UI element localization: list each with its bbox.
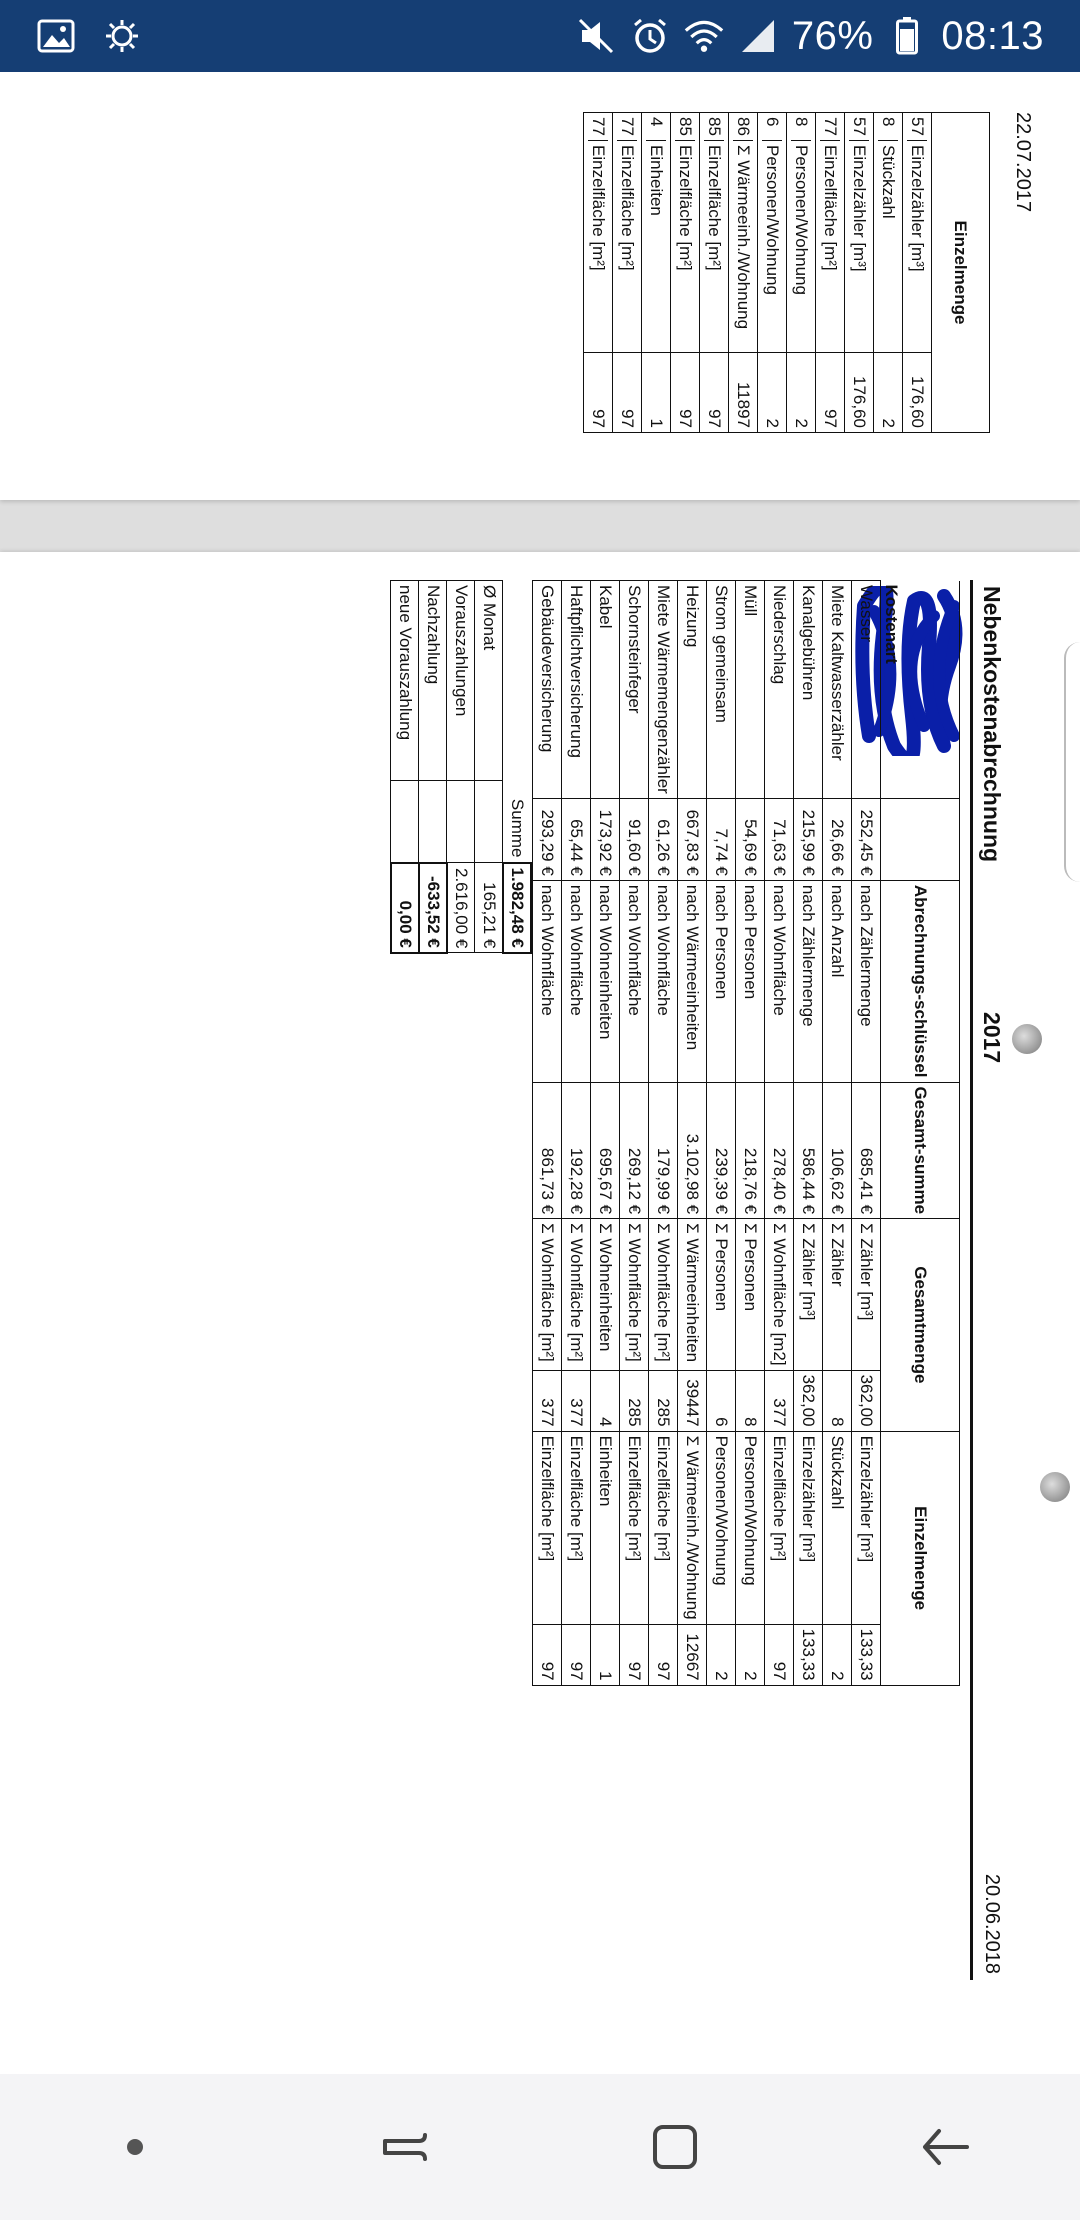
cost-row — [620, 581, 649, 1686]
page1-value: 97 — [671, 353, 700, 433]
page1-unit: 85Einzelfläche [m²] — [671, 113, 700, 353]
back-icon[interactable] — [885, 2097, 1005, 2197]
schluessel-cell: nach Wohneinheiten — [591, 880, 620, 1082]
cost-row — [649, 581, 678, 1686]
nach-label: Nachzahlung — [419, 581, 447, 781]
page1-row — [903, 113, 932, 433]
einzelmenge-value-cell: 2 — [707, 1624, 736, 1685]
gesamtsumme-cell: 106,62 € — [823, 1082, 852, 1219]
page2-rotated-content — [110, 580, 1010, 1980]
betrag-cell: 65,44 € — [562, 798, 591, 880]
gesamtmenge-value-cell: 362,00 — [852, 1370, 881, 1431]
einzelmenge-value-cell: 2 — [736, 1624, 765, 1685]
cost-row — [823, 581, 852, 1686]
einzelmenge-label-cell: Einheiten — [591, 1431, 620, 1624]
gesamtmenge-label-cell: Σ Zähler [m³] — [852, 1219, 881, 1370]
gesamtmenge-label-cell: Σ Wohnfläche [m²] — [533, 1219, 562, 1370]
battery-icon — [887, 16, 927, 56]
einzelmenge-value-cell: 97 — [533, 1624, 562, 1685]
page1-value: 1 — [642, 353, 671, 433]
cost-row — [765, 581, 794, 1686]
schluessel-cell: nach Wärmeeinheiten — [678, 880, 707, 1082]
gallery-icon — [36, 16, 76, 56]
alarm-icon — [630, 16, 670, 56]
page1-row — [845, 113, 874, 433]
kostenart-cell: Kabel — [591, 581, 620, 799]
gesamtsumme-cell: 192,28 € — [562, 1082, 591, 1219]
kostenart-cell: Haftpflichtversicherung — [562, 581, 591, 799]
document-page-1[interactable] — [0, 72, 1080, 500]
page1-row — [874, 113, 903, 433]
gesamtmenge-label-cell: Σ Personen — [707, 1219, 736, 1370]
einzelmenge-label-cell: Einzelfläche [m²] — [533, 1431, 562, 1624]
gesamtmenge-value-cell: 285 — [620, 1370, 649, 1431]
dot-icon[interactable] — [75, 2097, 195, 2197]
summary-row-monat — [475, 581, 503, 953]
gesamtmenge-value-cell: 285 — [649, 1370, 678, 1431]
kostenart-cell: Schornsteinfeger — [620, 581, 649, 799]
page1-date: 22.07.2017 — [1012, 112, 1034, 213]
einzelmenge-value-cell: 1 — [591, 1624, 620, 1685]
page1-unit: 8Personen/Wohnung — [787, 113, 816, 353]
page1-unit: 57Einzelzähler [m³] — [903, 113, 932, 353]
col-header-betrag — [881, 798, 960, 880]
gesamtmenge-label-cell: Σ Personen — [736, 1219, 765, 1370]
page1-value: 2 — [787, 353, 816, 433]
monat-label: Ø Monat — [475, 581, 503, 781]
gesamtmenge-label-cell: Σ Wärmeeinheiten — [678, 1219, 707, 1370]
kostenart-cell: Miete Wärmemengenzähler — [649, 581, 678, 799]
kostenart-cell: Niederschlag — [765, 581, 794, 799]
gesamtsumme-cell: 586,44 € — [794, 1082, 823, 1219]
punch-hole-icon — [1040, 1472, 1070, 1502]
einzelmenge-label-cell: Personen/Wohnung — [707, 1431, 736, 1624]
cost-row — [794, 581, 823, 1686]
page1-row — [642, 113, 671, 433]
betrag-cell: 26,66 € — [823, 798, 852, 880]
cost-row — [562, 581, 591, 1686]
einzelmenge-label-cell: Einzelfläche [m²] — [562, 1431, 591, 1624]
einzelmenge-value-cell: 97 — [649, 1624, 678, 1685]
cost-row — [591, 581, 620, 1686]
col-header-schluessel: Abrechnungs-schlüssel — [881, 880, 960, 1082]
page1-value: 97 — [613, 353, 642, 433]
kostenart-cell: Wasser — [852, 581, 881, 799]
gesamtsumme-cell: 695,67 € — [591, 1082, 620, 1219]
page2-title-row — [970, 580, 1010, 1980]
page1-value: 2 — [758, 353, 787, 433]
punch-hole-icon — [1012, 1024, 1042, 1054]
page1-row — [729, 113, 758, 433]
page1-unit: 86Σ Wärmeeinh./Wohnung — [729, 113, 758, 353]
page1-unit: 8Stückzahl — [874, 113, 903, 353]
schluessel-cell: nach Wohnfläche — [533, 880, 562, 1082]
page1-unit: 85Einzelfläche [m²] — [700, 113, 729, 353]
page1-table — [583, 112, 990, 433]
page1-row — [758, 113, 787, 433]
gesamtmenge-label-cell: Σ Zähler — [823, 1219, 852, 1370]
bulb-icon — [102, 16, 142, 56]
page1-value: 97 — [816, 353, 845, 433]
gesamtsumme-cell: 239,39 € — [707, 1082, 736, 1219]
schluessel-cell: nach Personen — [707, 880, 736, 1082]
betrag-cell: 667,83 € — [678, 798, 707, 880]
einzelmenge-value-cell: 97 — [562, 1624, 591, 1685]
clock: 08:13 — [941, 13, 1044, 58]
cost-row — [736, 581, 765, 1686]
gesamtmenge-value-cell: 377 — [533, 1370, 562, 1431]
page1-unit: 4Einheiten — [642, 113, 671, 353]
gesamtsumme-cell: 3.102,98 € — [678, 1082, 707, 1219]
document-viewer[interactable] — [0, 72, 1080, 2074]
page1-row — [584, 113, 613, 433]
gesamtmenge-label-cell: Σ Wohnfläche [m²] — [649, 1219, 678, 1370]
page1-value: 11897 — [729, 353, 758, 433]
kostenart-cell: Heizung — [678, 581, 707, 799]
page1-row — [787, 113, 816, 433]
summe-label: Summe — [508, 798, 528, 858]
page-title: Nebenkostenabrechnung — [979, 586, 1005, 863]
summary-row-voraus — [447, 581, 475, 953]
cost-row — [707, 581, 736, 1686]
gesamtmenge-value-cell: 8 — [736, 1370, 765, 1431]
nach-value: -633,52 € — [419, 863, 447, 953]
einzelmenge-label-cell: Stückzahl — [823, 1431, 852, 1624]
gesamtmenge-value-cell: 8 — [823, 1370, 852, 1431]
page-year: 2017 — [979, 1012, 1005, 1064]
col-header-einzelmenge: Einzelmenge — [881, 1431, 960, 1685]
cost-row — [533, 581, 562, 1686]
page1-row — [816, 113, 845, 433]
einzelmenge-label-cell: Σ Wärmeeinh./Wohnung — [678, 1431, 707, 1624]
schluessel-cell: nach Personen — [736, 880, 765, 1082]
page1-unit: 77Einzelfläche [m²] — [584, 113, 613, 353]
schluessel-cell: nach Wohnfläche — [649, 880, 678, 1082]
navigation-bar — [0, 2074, 1080, 2220]
betrag-cell: 293,29 € — [533, 798, 562, 880]
gesamtmenge-value-cell: 4 — [591, 1370, 620, 1431]
neu-value: 0,00 € — [391, 863, 419, 953]
summe-value: 1.982,48 € — [503, 863, 531, 953]
einzelmenge-value-cell: 12667 — [678, 1624, 707, 1685]
mute-icon — [576, 16, 616, 56]
home-icon[interactable] — [615, 2097, 735, 2197]
schluessel-cell: nach Anzahl — [823, 880, 852, 1082]
schluessel-cell: nach Zählermenge — [852, 880, 881, 1082]
page1-header: Einzelmenge — [932, 113, 990, 433]
kostenart-cell: Müll — [736, 581, 765, 799]
betrag-cell: 54,69 € — [736, 798, 765, 880]
kostenart-cell: Strom gemeinsam — [707, 581, 736, 799]
einzelmenge-label-cell: Einzelfläche [m²] — [620, 1431, 649, 1624]
gesamtmenge-label-cell: Σ Wohnfläche [m²] — [562, 1219, 591, 1370]
page1-value: 97 — [584, 353, 613, 433]
wifi-icon — [684, 16, 724, 56]
voraus-value: 2.616,00 € — [447, 863, 475, 953]
page1-row — [671, 113, 700, 433]
battery-percent: 76% — [791, 13, 874, 58]
gesamtsumme-cell: 685,41 € — [852, 1082, 881, 1219]
gesamtsumme-cell: 179,99 € — [649, 1082, 678, 1219]
gesamtsumme-cell: 861,73 € — [533, 1082, 562, 1219]
schluessel-cell: nach Wohnfläche — [765, 880, 794, 1082]
col-header-kostenart: Kostenart — [881, 581, 960, 799]
einzelmenge-label-cell: Einzelfläche [m²] — [765, 1431, 794, 1624]
einzelmenge-value-cell: 133,33 — [852, 1624, 881, 1685]
page1-unit: 6Personen/Wohnung — [758, 113, 787, 353]
kostenart-cell: Kanalgebühren — [794, 581, 823, 799]
gesamtmenge-value-cell: 377 — [562, 1370, 591, 1431]
gesamtmenge-value-cell: 362,00 — [794, 1370, 823, 1431]
kostenart-cell: Miete Kaltwasserzähler — [823, 581, 852, 799]
gesamtmenge-value-cell: 6 — [707, 1370, 736, 1431]
betrag-cell: 71,63 € — [765, 798, 794, 880]
einzelmenge-label-cell: Personen/Wohnung — [736, 1431, 765, 1624]
einzelmenge-value-cell: 97 — [765, 1624, 794, 1685]
costs-table — [532, 580, 960, 1686]
betrag-cell: 91,60 € — [620, 798, 649, 880]
einzelmenge-label-cell: Einzelzähler [m³] — [852, 1431, 881, 1624]
schluessel-cell: nach Wohnfläche — [620, 880, 649, 1082]
summary-row-neu — [391, 581, 419, 953]
signal-icon — [738, 16, 778, 56]
gesamtsumme-cell: 278,40 € — [765, 1082, 794, 1219]
einzelmenge-value-cell: 97 — [620, 1624, 649, 1685]
neu-label: neue Vorauszahlung — [391, 581, 419, 781]
page1-value: 176,60 — [903, 353, 932, 433]
cost-row — [852, 581, 881, 1686]
gesamtmenge-value-cell: 377 — [765, 1370, 794, 1431]
status-bar — [0, 0, 1080, 72]
col-header-gesamtsumme: Gesamt-summe — [881, 1082, 960, 1219]
betrag-cell: 215,99 € — [794, 798, 823, 880]
page-edge — [1064, 642, 1080, 882]
page-date: 20.06.2018 — [981, 1873, 1003, 1974]
einzelmenge-value-cell: 2 — [823, 1624, 852, 1685]
gesamtsumme-cell: 218,76 € — [736, 1082, 765, 1219]
betrag-cell: 7,74 € — [707, 798, 736, 880]
gesamtsumme-cell: 269,12 € — [620, 1082, 649, 1219]
page1-rotated-content — [200, 112, 1034, 472]
monat-value: 165,21 € — [475, 863, 503, 953]
einzelmenge-label-cell: Einzelfläche [m²] — [649, 1431, 678, 1624]
gesamtmenge-label-cell: Σ Wohnfläche [m2] — [765, 1219, 794, 1370]
document-page-2[interactable] — [0, 552, 1080, 2074]
schluessel-cell: nach Wohnfläche — [562, 880, 591, 1082]
col-header-gesamtmenge: Gesamtmenge — [881, 1219, 960, 1431]
gesamtmenge-label-cell: Σ Zähler [m³] — [794, 1219, 823, 1370]
betrag-cell: 173,92 € — [591, 798, 620, 880]
cost-row — [678, 581, 707, 1686]
betrag-cell: 252,45 € — [852, 798, 881, 880]
einzelmenge-label-cell: Einzelzähler [m³] — [794, 1431, 823, 1624]
betrag-cell: 61,26 € — [649, 798, 678, 880]
einzelmenge-value-cell: 133,33 — [794, 1624, 823, 1685]
page1-value: 2 — [874, 353, 903, 433]
gesamtmenge-label-cell: Σ Wohneinheiten — [591, 1219, 620, 1370]
page1-row — [700, 113, 729, 433]
summary-row-nachzahlung — [419, 581, 447, 953]
schluessel-cell: nach Zählermenge — [794, 880, 823, 1082]
gesamtmenge-value-cell: 39447 — [678, 1370, 707, 1431]
kostenart-cell: Gebäudeversicherung — [533, 581, 562, 799]
recent-apps-icon[interactable] — [345, 2097, 465, 2197]
summary-table — [390, 580, 532, 954]
page1-row — [613, 113, 642, 433]
page1-value: 97 — [700, 353, 729, 433]
page1-unit: 57Einzelzähler [m³] — [845, 113, 874, 353]
voraus-label: Vorauszahlungen — [447, 581, 475, 781]
page1-unit: 77Einzelfläche [m²] — [613, 113, 642, 353]
page1-value: 176,60 — [845, 353, 874, 433]
summary-row-summe — [503, 581, 531, 953]
gesamtmenge-label-cell: Σ Wohnfläche [m²] — [620, 1219, 649, 1370]
page1-unit: 77Einzelfläche [m²] — [816, 113, 845, 353]
